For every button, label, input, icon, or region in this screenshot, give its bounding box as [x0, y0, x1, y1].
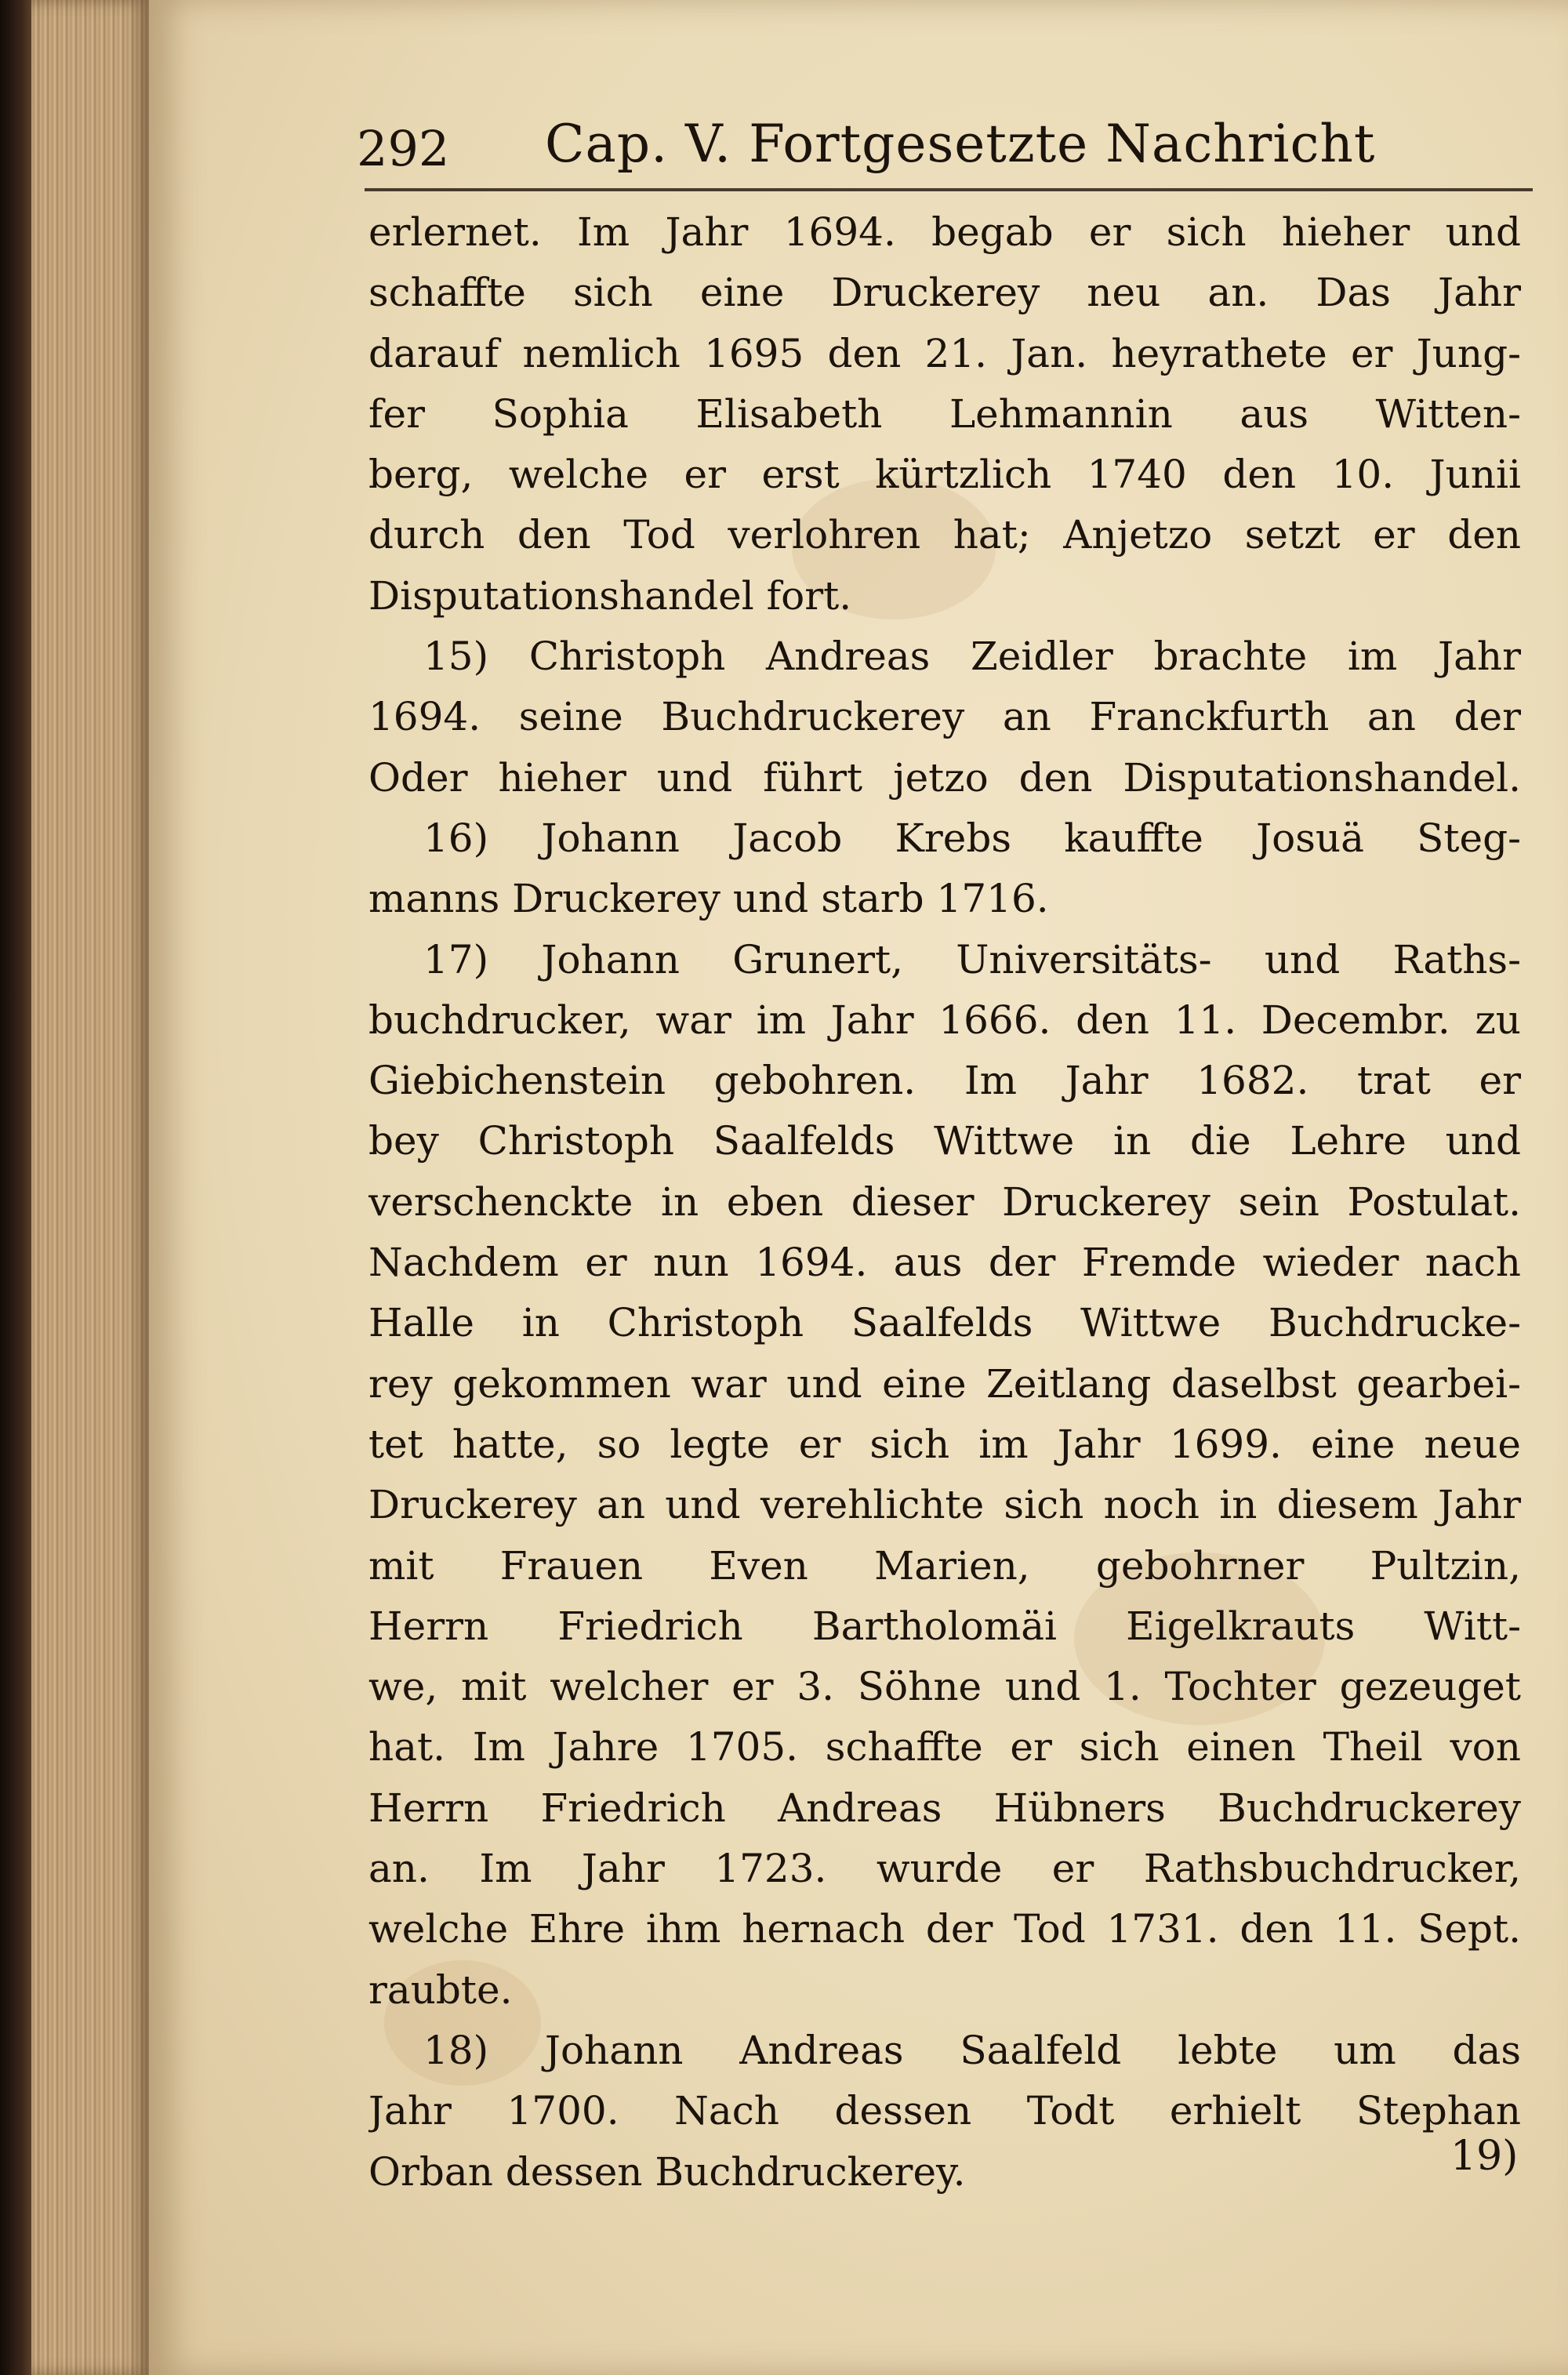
text-line: mit Frauen Even Marien, gebohrner Pultzin,	[368, 1542, 1521, 1589]
text-line: Giebichenstein gebohren. Im Jahr 1682. trat er	[368, 1058, 1521, 1104]
text-line: raubte.	[368, 1966, 513, 2013]
catchword: 19)	[1450, 2133, 1519, 2180]
text-line: Disputationshandel fort.	[368, 572, 852, 619]
running-head: Cap. V. Fortgesetzte Nachricht	[545, 114, 1376, 174]
text-line: manns Druckerey und starb 1716.	[368, 876, 1049, 922]
page-header	[357, 114, 1529, 200]
text-line: Herrn Friedrich Andreas Hübners Buchdruckerey	[368, 1785, 1521, 1831]
text-line: darauf nemlich 1695 den 21. Jan. heyrathete er Jung-	[368, 330, 1521, 376]
text-line: Jahr 1700. Nach dessen Todt erhielt Stephan	[368, 2088, 1521, 2134]
text-line: Oder hieher und führt jetzo den Disputationshandel.	[368, 754, 1521, 801]
text-line: schaffte sich eine Druckerey neu an. Das Jahr	[368, 270, 1521, 316]
text-line: hat. Im Jahre 1705. schaffte er sich einen Theil von	[368, 1724, 1521, 1770]
body-text	[368, 202, 1521, 2203]
text-line: Nachdem er nun 1694. aus der Fremde wieder nach	[368, 1240, 1521, 1286]
text-line: 1694. seine Buchdruckerey an Franckfurth an der	[368, 694, 1521, 740]
text-line: berg, welche er erst kürtzlich 1740 den 10. Junii	[368, 452, 1521, 498]
text-line: erlernet. Im Jahr 1694. begab er sich hieher und	[368, 209, 1521, 255]
text-line: rey gekommen war und eine Zeitlang daselbst gearbei-	[368, 1360, 1521, 1407]
text-line: welche Ehre ihm hernach der Tod 1731. den 11. Sept.	[368, 1906, 1521, 1952]
text-line: an. Im Jahr 1723. wurde er Rathsbuchdrucker,	[368, 1846, 1521, 1892]
text-line: Herrn Friedrich Bartholomäi Eigelkrauts Witt-	[368, 1603, 1521, 1649]
text-line: durch den Tod verlohren hat; Anjetzo setzt er den	[368, 512, 1521, 558]
text-line: Halle in Christoph Saalfelds Wittwe Buchdrucke-	[368, 1300, 1521, 1346]
text-line: 17) Johann Grunert, Universitäts- und Raths-	[423, 936, 1521, 982]
text-line: verschenckte in eben dieser Druckerey sein Postulat.	[368, 1178, 1521, 1225]
text-line: tet hatte, so legte er sich im Jahr 1699. eine neue	[368, 1421, 1521, 1467]
text-line: we, mit welcher er 3. Söhne und 1. Tochter gezeuget	[368, 1664, 1521, 1710]
book-binding	[0, 0, 31, 2375]
page-number: 292	[357, 120, 450, 177]
text-line: buchdrucker, war im Jahr 1666. den 11. Decembr. zu	[368, 997, 1521, 1043]
text-line: 16) Johann Jacob Krebs kauffte Josuä Steg-	[423, 815, 1521, 861]
text-line: bey Christoph Saalfelds Wittwe in die Lehre und	[368, 1118, 1521, 1164]
header-rule	[365, 188, 1533, 191]
page-edges	[31, 0, 149, 2375]
text-line: 18) Johann Andreas Saalfeld lebte um das	[423, 2027, 1521, 2073]
text-line: Orban dessen Buchdruckerey.	[368, 2148, 966, 2195]
text-line: Druckerey an und verehlichte sich noch in diesem Jahr	[368, 1482, 1521, 1528]
text-line: fer Sophia Elisabeth Lehmannin aus Witten-	[368, 390, 1521, 437]
text-line: 15) Christoph Andreas Zeidler brachte im Jahr	[423, 634, 1521, 680]
